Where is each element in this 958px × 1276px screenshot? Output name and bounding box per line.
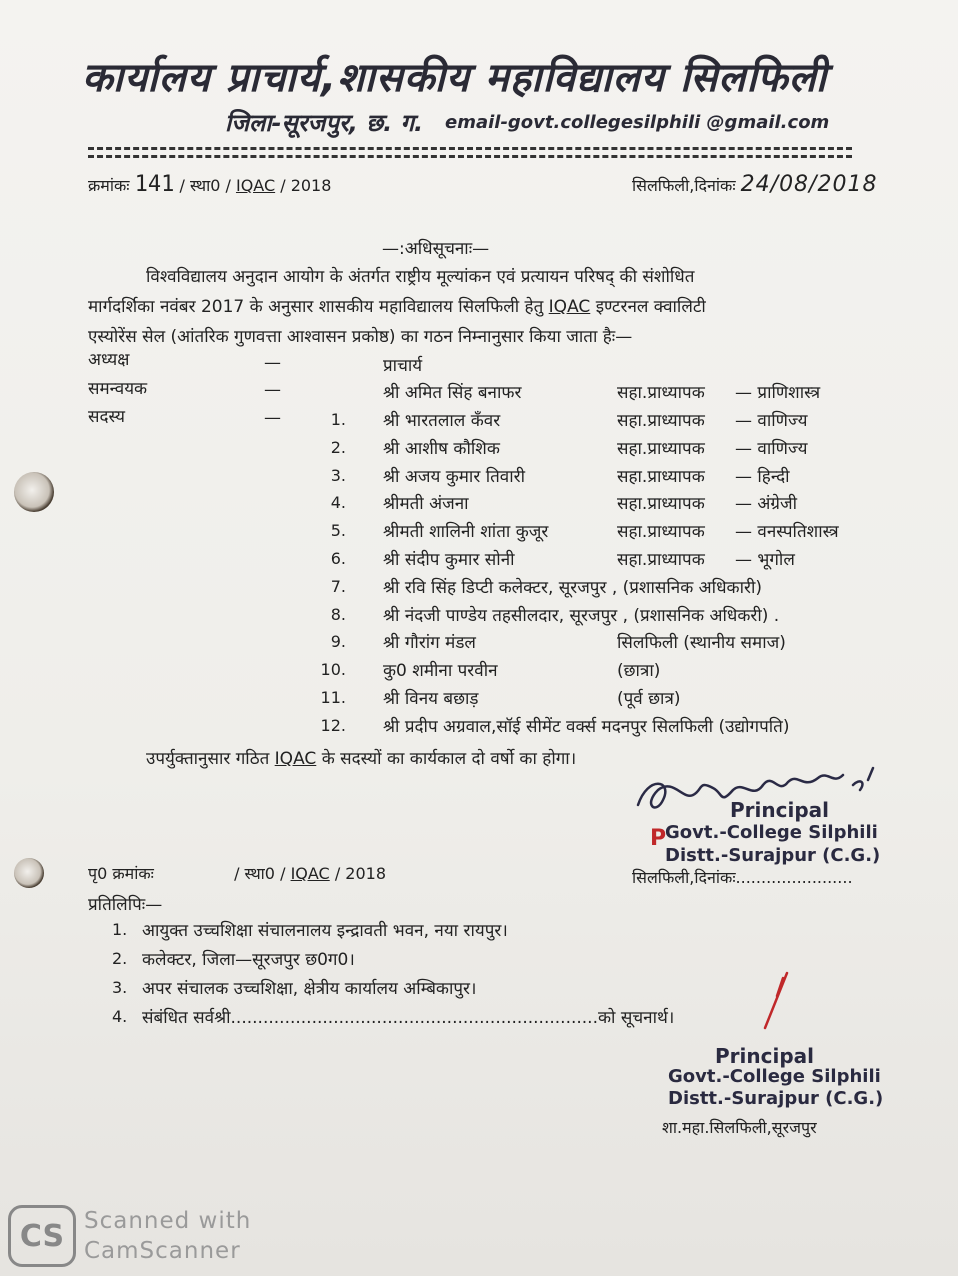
member-number: 12. — [320, 716, 346, 735]
member-name: श्री प्रदीप अग्रवाल,सॉई सीमेंट वर्क्स मदनपुर सिलफिली (उद्योगपति) — [383, 717, 790, 737]
member-number: 4. — [330, 493, 346, 512]
notice-para-line-3: एस्योरेंस सेल (आंतरिक गुणवत्ता आश्वासन प्रकोष्ठ) का गठन निम्नानुसार किया जाता हैः— — [88, 327, 633, 347]
punch-hole-bottom — [14, 858, 44, 888]
notice-heading: —:अधिसूचनाः— — [382, 239, 490, 259]
member-designation: (छात्रा) — [617, 661, 661, 681]
member-name: श्री आशीष कौशिक — [383, 439, 500, 459]
member-name: श्री गौरांग मंडल — [383, 633, 476, 653]
member-label: सदस्य — [88, 407, 125, 427]
member-name: श्री अजय कुमार तिवारी — [383, 467, 525, 487]
signature-scribble-2 — [755, 968, 795, 1038]
punch-hole-top — [14, 472, 54, 512]
member-number: 7. — [330, 577, 346, 596]
copy-item-number: 2. — [112, 949, 128, 968]
member-dash: — — [264, 408, 281, 428]
signature-2-title: Principal — [715, 1044, 814, 1068]
copy-place-date: सिलफिली,दिनांकः....................... — [632, 868, 853, 887]
member-number: 8. — [330, 605, 346, 624]
scanner-line-1: Scanned with — [84, 1208, 252, 1234]
signature-1-college: Govt.-College Silphili — [665, 822, 878, 843]
coordinator-dash: — — [264, 380, 281, 400]
signature-2-district: Distt.-Surajpur (C.G.) — [668, 1088, 884, 1109]
copy-reference: पृ0 क्रमांकः / स्था0 / IQAC / 2018 — [88, 864, 387, 883]
member-designation: सहा.प्राध्यापक — [617, 522, 705, 542]
member-name: श्रीमती शालिनी शांता कुजूर — [383, 522, 549, 542]
signature-1-title: Principal — [730, 798, 829, 822]
email-line: email-govt.collegesilphili @gmail.com — [445, 112, 830, 133]
member-number: 1. — [330, 410, 346, 429]
coordinator-designation: सहा.प्राध्यापक — [617, 383, 705, 403]
scanner-line-2: CamScanner — [84, 1238, 241, 1264]
reference-date: सिलफिली,दिनांकः 24/08/2018 — [632, 172, 878, 197]
header-divider-2 — [88, 155, 852, 158]
copy-item-number: 1. — [112, 920, 128, 939]
notice-para-line-1: विश्वविद्यालय अनुदान आयोग के अंतर्गत राष्ट्रीय मूल्यांकन एवं प्रत्यायन परिषद् की संशोधित — [146, 267, 695, 287]
coordinator-label: समन्वयक — [88, 379, 148, 399]
member-name: श्री रवि सिंह डिप्टी कलेक्टर, सूरजपुर , (प्रशासनिक अधिकारी) — [383, 578, 762, 598]
member-designation: सहा.प्राध्यापक — [617, 439, 705, 459]
copy-item-text: कलेक्टर, जिला—सूरजपुर छ0ग0। — [142, 950, 355, 970]
copy-item-number: 3. — [112, 978, 128, 997]
member-designation: सहा.प्राध्यापक — [617, 550, 705, 570]
office-title: कार्यालय प्राचार्य,शासकीय महाविद्यालय सिलफिली — [82, 55, 828, 101]
copy-item-text: अपर संचालक उच्चशिक्षा, क्षेत्रीय कार्यालय अम्बिकापुर। — [142, 979, 477, 999]
member-name: श्री भारतलाल कँवर — [383, 411, 501, 431]
copy-item-number: 4. — [112, 1007, 128, 1026]
member-department: — वनस्पतिशास्त्र — [735, 522, 839, 542]
copy-item-text: संबंधित सर्वश्री....................................................................को सूचनार्थ। — [142, 1008, 675, 1028]
member-name: कु0 शमीना परवीन — [383, 661, 498, 681]
member-department: — वाणिज्य — [735, 439, 808, 459]
signature-2-footer: शा.महा.सिलफिली,सूरजपुर — [662, 1118, 817, 1137]
member-department: — अंग्रेजी — [735, 494, 797, 514]
member-number: 5. — [330, 521, 346, 540]
coordinator-name: श्री अमित सिंह बनाफर — [383, 383, 522, 403]
member-department: — भूगोल — [735, 550, 795, 570]
reference-number: क्रमांकः 141 / स्था0 / IQAC / 2018 — [88, 172, 332, 197]
signature-1-district: Distt.-Surajpur (C.G.) — [665, 845, 881, 866]
member-name: श्रीमती अंजना — [383, 494, 469, 514]
header-divider-1 — [88, 147, 852, 150]
camscanner-logo-icon: CS — [8, 1205, 76, 1267]
member-designation: (पूर्व छात्र) — [617, 689, 681, 709]
chair-label: अध्यक्ष — [88, 350, 130, 370]
chair-value: प्राचार्य — [383, 356, 423, 376]
member-designation: सहा.प्राध्यापक — [617, 411, 705, 431]
signature-2-college: Govt.-College Silphili — [668, 1066, 881, 1087]
member-name: श्री संदीप कुमार सोनी — [383, 550, 515, 570]
member-number: 11. — [320, 688, 346, 707]
tenure-line: उपर्युक्तानुसार गठित IQAC के सदस्यों का कार्यकाल दो वर्षो का होगा। — [146, 749, 577, 769]
copy-item-text: आयुक्त उच्चशिक्षा संचालनालय इन्द्रावती भवन, नया रायपुर। — [142, 921, 508, 941]
member-number: 2. — [330, 438, 346, 457]
member-number: 10. — [320, 660, 346, 679]
district-line: जिला-सूरजपुर, छ. ग. — [225, 109, 424, 137]
chair-dash: — — [264, 353, 281, 373]
coordinator-department: — प्राणिशास्त्र — [735, 383, 821, 403]
member-name: श्री विनय बछाड़ — [383, 689, 479, 709]
member-department: — हिन्दी — [735, 467, 790, 487]
copy-label: प्रतिलिपिः— — [88, 895, 163, 915]
member-designation: सहा.प्राध्यापक — [617, 467, 705, 487]
member-designation: सिलफिली (स्थानीय समाज) — [617, 633, 786, 653]
member-name: श्री नंदजी पाण्डेय तहसीलदार, सूरजपुर , (प्रशासनिक अधिकरी) . — [383, 606, 780, 626]
member-number: 9. — [330, 632, 346, 651]
member-number: 3. — [330, 466, 346, 485]
member-department: — वाणिज्य — [735, 411, 808, 431]
signature-1-initial-mark: P — [650, 826, 667, 851]
notice-para-line-2: मार्गदर्शिका नवंबर 2017 के अनुसार शासकीय महाविद्यालय सिलफिली हेतु IQAC इण्टरनल क्वालिटी — [88, 297, 706, 317]
member-number: 6. — [330, 549, 346, 568]
member-designation: सहा.प्राध्यापक — [617, 494, 705, 514]
